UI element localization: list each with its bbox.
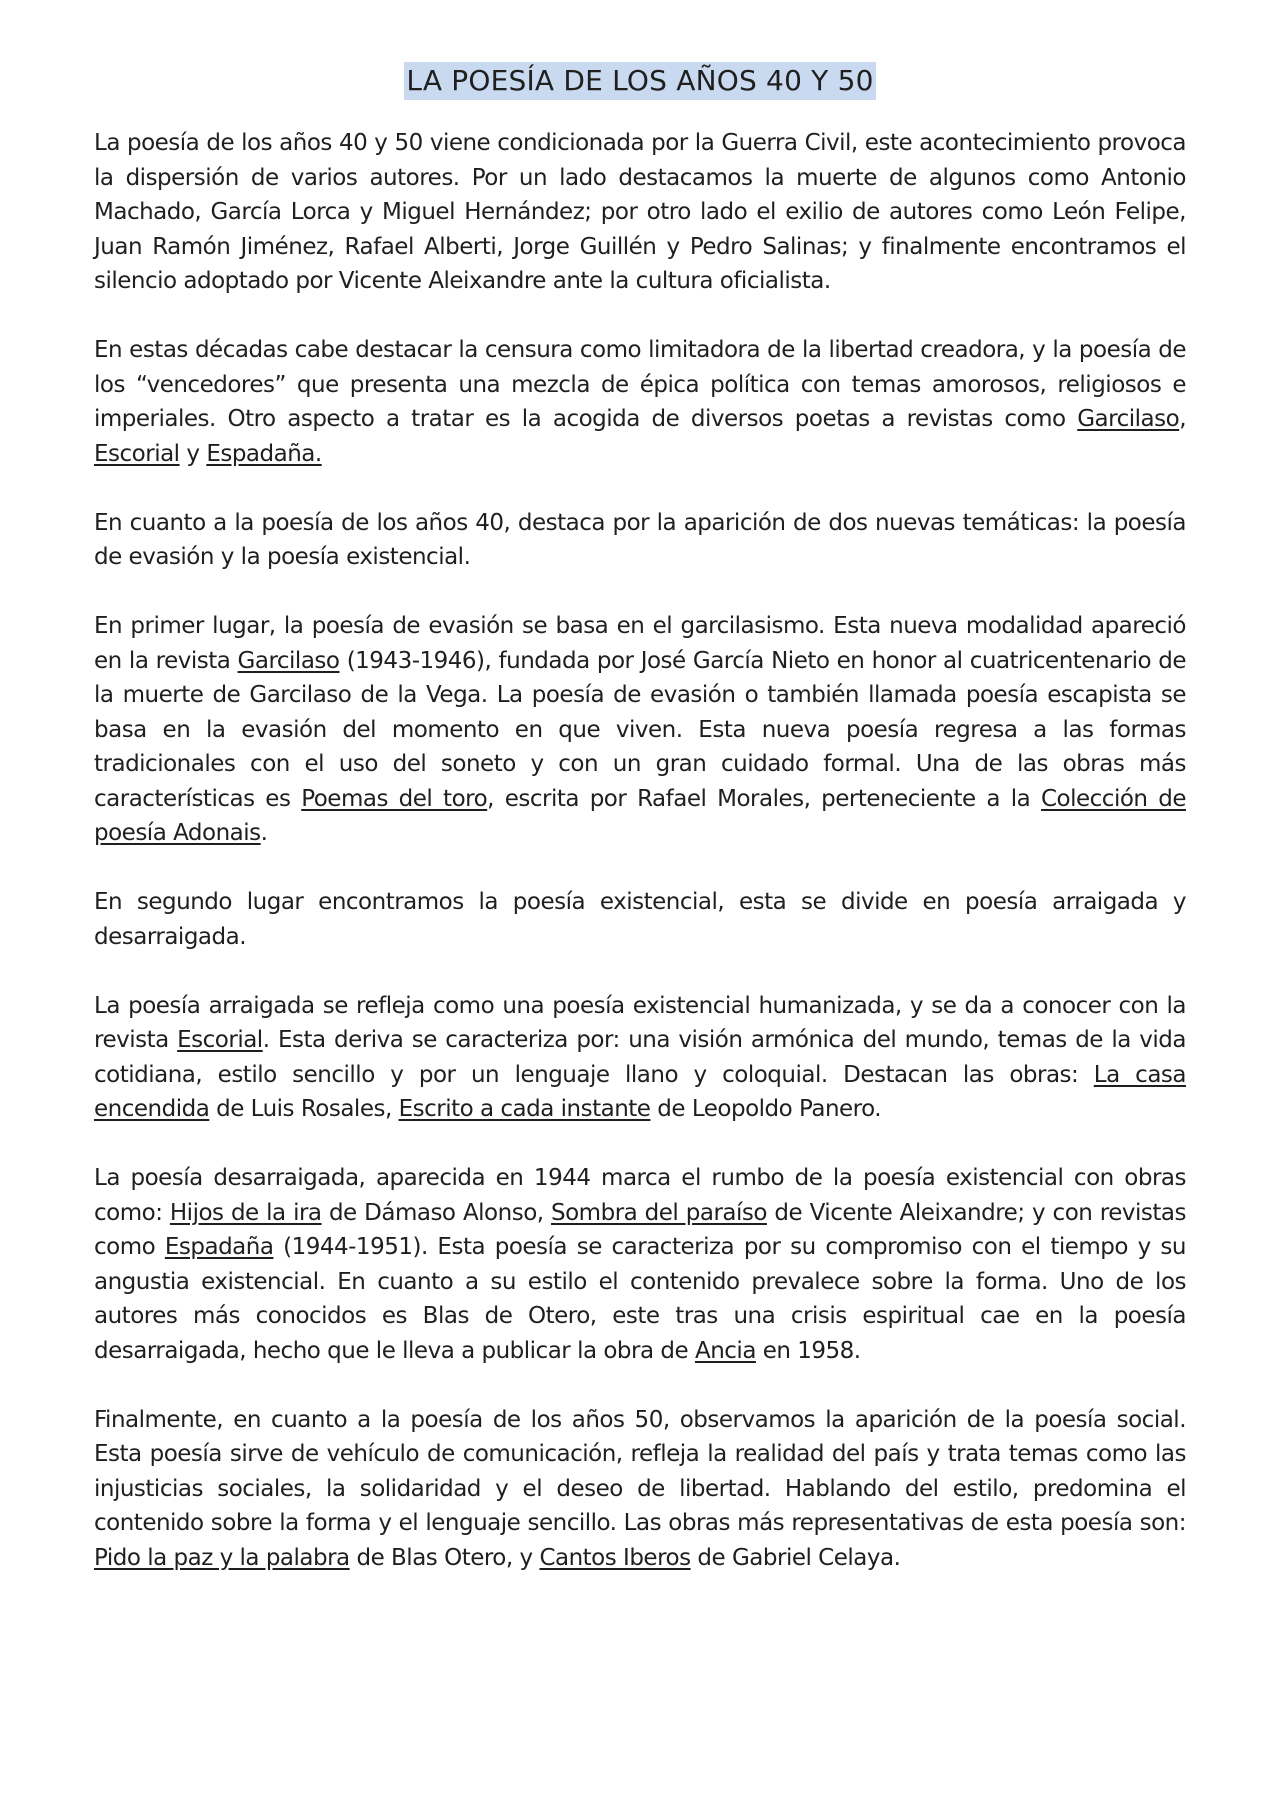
text-run: La poesía desarraigada, aparecida en 1944 marca el rumbo de la poesía existencial con obras como: [94,1165,1186,1226]
title-wrapper [94,0,1186,100]
text-run: de Blas Otero, y [349,1544,540,1571]
text-run: en 1958. [755,1337,861,1364]
text-run: En estas décadas cabe destacar la censura como limitadora de la libertad creadora, y la poesía de los “vencedores” que presenta una mezcla de épica política con temas amorosos, religiosos e imperiales. Otro aspecto a tratar es la acogida de diversos poetas a revistas como [94,337,1186,432]
text-run: (1944-1951). Esta poesía se caracteriza por su compromiso con el tiempo y su angustia existencial. En cuanto a su estilo el contenido prevalece sobre la forma. Uno de los autores más conocidos es Blas de Otero, este tras una crisis espiritual cae en la poesía desarraigada, hecho que le lleva a publicar la obra de [94,1234,1186,1364]
text-run: La poesía arraigada se refleja como una poesía existencial humanizada, y se da a conocer con la revista [94,992,1186,1053]
text-run: . [260,820,268,846]
underlined-title: Ancia [694,1337,756,1364]
paragraph-censura [94,333,1186,471]
paragraph-poesia-evasion [94,609,1186,851]
underlined-title: Colección de poesía Adonais [94,785,1186,846]
underlined-title: Espadaña [164,1234,274,1260]
text-run: de Vicente Aleixandre; y con revistas como [94,1199,1186,1260]
underlined-title: Escorial [177,1027,263,1053]
underlined-title: Espadaña. [206,440,322,467]
paragraph-poesia-social [94,1403,1186,1576]
text-run: , [1179,406,1186,432]
text-run: de Gabriel Celaya. [690,1544,901,1571]
text-run: Finalmente, en cuanto a la poesía de los años 50, observamos la aparición de la poesía social. Esta poesía sirve de vehículo de comunicación, refleja la realidad del país y trata temas como las injusticias sociales, la solidaridad y el deseo de libertad. Hablando del estilo, predomina el contenido sobre la forma y el lenguaje sencillo. Las obras más representativas de esta poesía son: [94,1406,1186,1536]
paragraph-guerra-civil [94,126,1186,299]
paragraph-poesia-existencial [94,885,1186,954]
text-run: En cuanto a la poesía de los años 40, destaca por la aparición de dos nuevas temáticas: la poesía de evasión y la poesía existencial. [94,509,1186,570]
text-run: (1943-1946), fundada por José García Nieto en honor al cuatricentenario de la muerte de Garcilaso de la Vega. La poesía de evasión o también llamada poesía escapista se basa en la evasión del momento en que viven. Esta nueva poesía regresa a las formas tradicionales con el uso del soneto y con un gran cuidado formal. Una de las obras más características es [94,647,1186,812]
underlined-title: Garcilaso [1077,406,1180,432]
underlined-title: La casa encendida [94,1061,1186,1122]
page-title: LA POESÍA DE LOS AÑOS 40 Y 50 [404,62,875,100]
underlined-title: Poemas del toro [301,785,488,812]
underlined-title: Garcilaso [237,647,340,674]
paragraph-poesia-arraigada [94,989,1186,1127]
underlined-title: Escorial [94,440,180,467]
text-run: y [179,440,207,467]
underlined-title: Hijos de la ira [169,1199,322,1226]
text-run: La poesía de los años 40 y 50 viene condicionada por la Guerra Civil, este acontecimiento provoca la dispersión de varios autores. Por un lado destacamos la muerte de algunos como Antonio Machado, García Lorca y Miguel Hernández; por otro lado el exilio de autores como León Felipe, Juan Ramón Jiménez, Rafael Alberti, Jorge Guillén y Pedro Salinas; y finalmente encontramos el silencio adoptado por Vicente Aleixandre ante la cultura oficialista. [94,130,1186,294]
paragraph-anos-40 [94,506,1186,575]
underlined-title: Cantos Iberos [539,1544,691,1571]
paragraph-poesia-desarraigada [94,1161,1186,1368]
underlined-title: Sombra del paraíso [551,1199,767,1226]
text-run: de Dámaso Alonso, [321,1199,552,1226]
text-run: . Esta deriva se caracteriza por: una visión armónica del mundo, temas de la vida cotidiana, estilo sencillo y por un lenguaje llano y coloquial. Destacan las obras: [94,1027,1186,1088]
text-run: de Luis Rosales, [209,1096,399,1122]
text-run: En primer lugar, la poesía de evasión se basa en el garcilasismo. Esta nueva modalidad apareció en la revista [94,613,1186,674]
text-run: En segundo lugar encontramos la poesía existencial, esta se divide en poesía arraigada y desarraigada. [94,889,1186,950]
text-run: de Leopoldo Panero. [650,1096,882,1122]
underlined-title: Pido la paz y la palabra [94,1544,350,1571]
document-body [94,126,1186,1575]
text-run: , escrita por Rafael Morales, perteneciente a la [487,785,1041,812]
underlined-title: Escrito a cada instante [398,1096,651,1122]
